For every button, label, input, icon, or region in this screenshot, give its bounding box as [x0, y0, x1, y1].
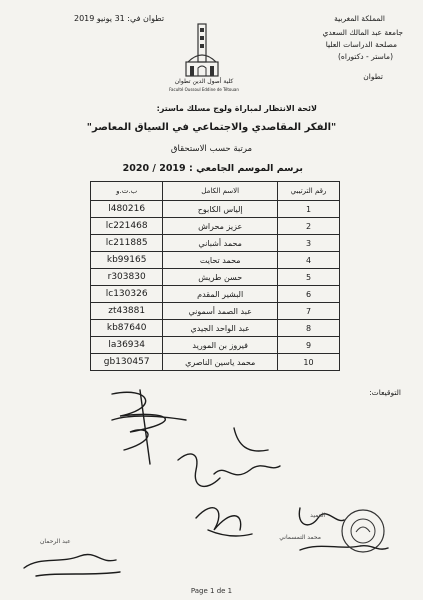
stamp-left-name: عبد الرحمان — [40, 538, 71, 545]
cell-id: lc130326 — [91, 286, 163, 303]
stamp-title: العميد — [310, 512, 325, 519]
cell-id: gb130457 — [91, 354, 163, 371]
header-line: جامعة عبد المالك السعدي — [322, 28, 403, 37]
column-header-name: الاسم الكامل — [163, 182, 278, 201]
header-line: تطوان — [363, 72, 383, 81]
cell-name: فيروز بن الموريد — [163, 337, 278, 354]
column-header-id: ب.ت.و — [91, 182, 163, 201]
cell-rank: 1 — [278, 201, 340, 218]
table-row — [91, 252, 340, 269]
table-row — [91, 337, 340, 354]
cell-rank: 2 — [278, 218, 340, 235]
table-row — [91, 286, 340, 303]
table-row — [91, 235, 340, 252]
cell-name: محمد تحايت — [163, 252, 278, 269]
cell-id: zt43881 — [91, 303, 163, 320]
table-row — [91, 269, 340, 286]
cell-id: lc221468 — [91, 218, 163, 235]
stamp-dean-name: محمد التمسماني — [279, 534, 321, 541]
cell-id: kb99165 — [91, 252, 163, 269]
cell-name: البشير المقدم — [163, 286, 278, 303]
document-title-year: برسم الموسم الجامعي : 2019 / 2020 — [122, 163, 303, 174]
page-footer: Page 1 de 1 — [190, 587, 233, 595]
cell-rank: 7 — [278, 303, 340, 320]
cell-name: عبد الواحد الجيدي — [163, 320, 278, 337]
table-row — [91, 201, 340, 218]
official-seal-icon — [340, 508, 386, 554]
document-title-line-1: لائحة الانتظار لمباراة ولوج مسلك ماستر: — [156, 104, 317, 113]
logo-caption: كلية أصول الدين تطوان Faculté Oussoul Eddine de Tétouan — [169, 78, 239, 92]
column-header-rank: رقم الترتيبي — [278, 182, 340, 201]
cell-name: عبد الصمد أسموني — [163, 303, 278, 320]
table-row — [91, 218, 340, 235]
faculty-logo-icon — [184, 22, 220, 80]
signatures-label: التوقيعات: — [369, 388, 401, 397]
waiting-list-table — [90, 181, 340, 371]
cell-rank: 9 — [278, 337, 340, 354]
cell-id: la36934 — [91, 337, 163, 354]
header-line: (ماستر - دكتوراه) — [338, 52, 393, 61]
cell-rank: 6 — [278, 286, 340, 303]
cell-id: lc211885 — [91, 235, 163, 252]
cell-rank: 3 — [278, 235, 340, 252]
cell-rank: 8 — [278, 320, 340, 337]
document-title-program: "الفكر المقاصدي والاجتماعي في السياق المعاصر" — [86, 122, 337, 133]
cell-name: محمد أشباني — [163, 235, 278, 252]
document-date: تطوان في: 31 يونيو 2019 — [74, 14, 165, 23]
document-title-ranking: مرتبة حسب الاستحقاق — [170, 144, 253, 154]
table-row — [91, 320, 340, 337]
cell-name: إلياس الكابوح — [163, 201, 278, 218]
table-row — [91, 354, 340, 371]
cell-rank: 5 — [278, 269, 340, 286]
cell-id: kb87640 — [91, 320, 163, 337]
header-line: مصلحة الدراسات العليا — [325, 40, 397, 49]
cell-name: محمد ياسين الناصري — [163, 354, 278, 371]
handwritten-signatures — [0, 380, 423, 585]
cell-rank: 4 — [278, 252, 340, 269]
cell-id: l480216 — [91, 201, 163, 218]
cell-name: عزيز محراش — [163, 218, 278, 235]
table-row — [91, 303, 340, 320]
table-header-row — [91, 182, 340, 201]
cell-name: حسن طريش — [163, 269, 278, 286]
cell-rank: 10 — [278, 354, 340, 371]
header-line: المملكة المغربية — [334, 14, 385, 23]
cell-id: r303830 — [91, 269, 163, 286]
